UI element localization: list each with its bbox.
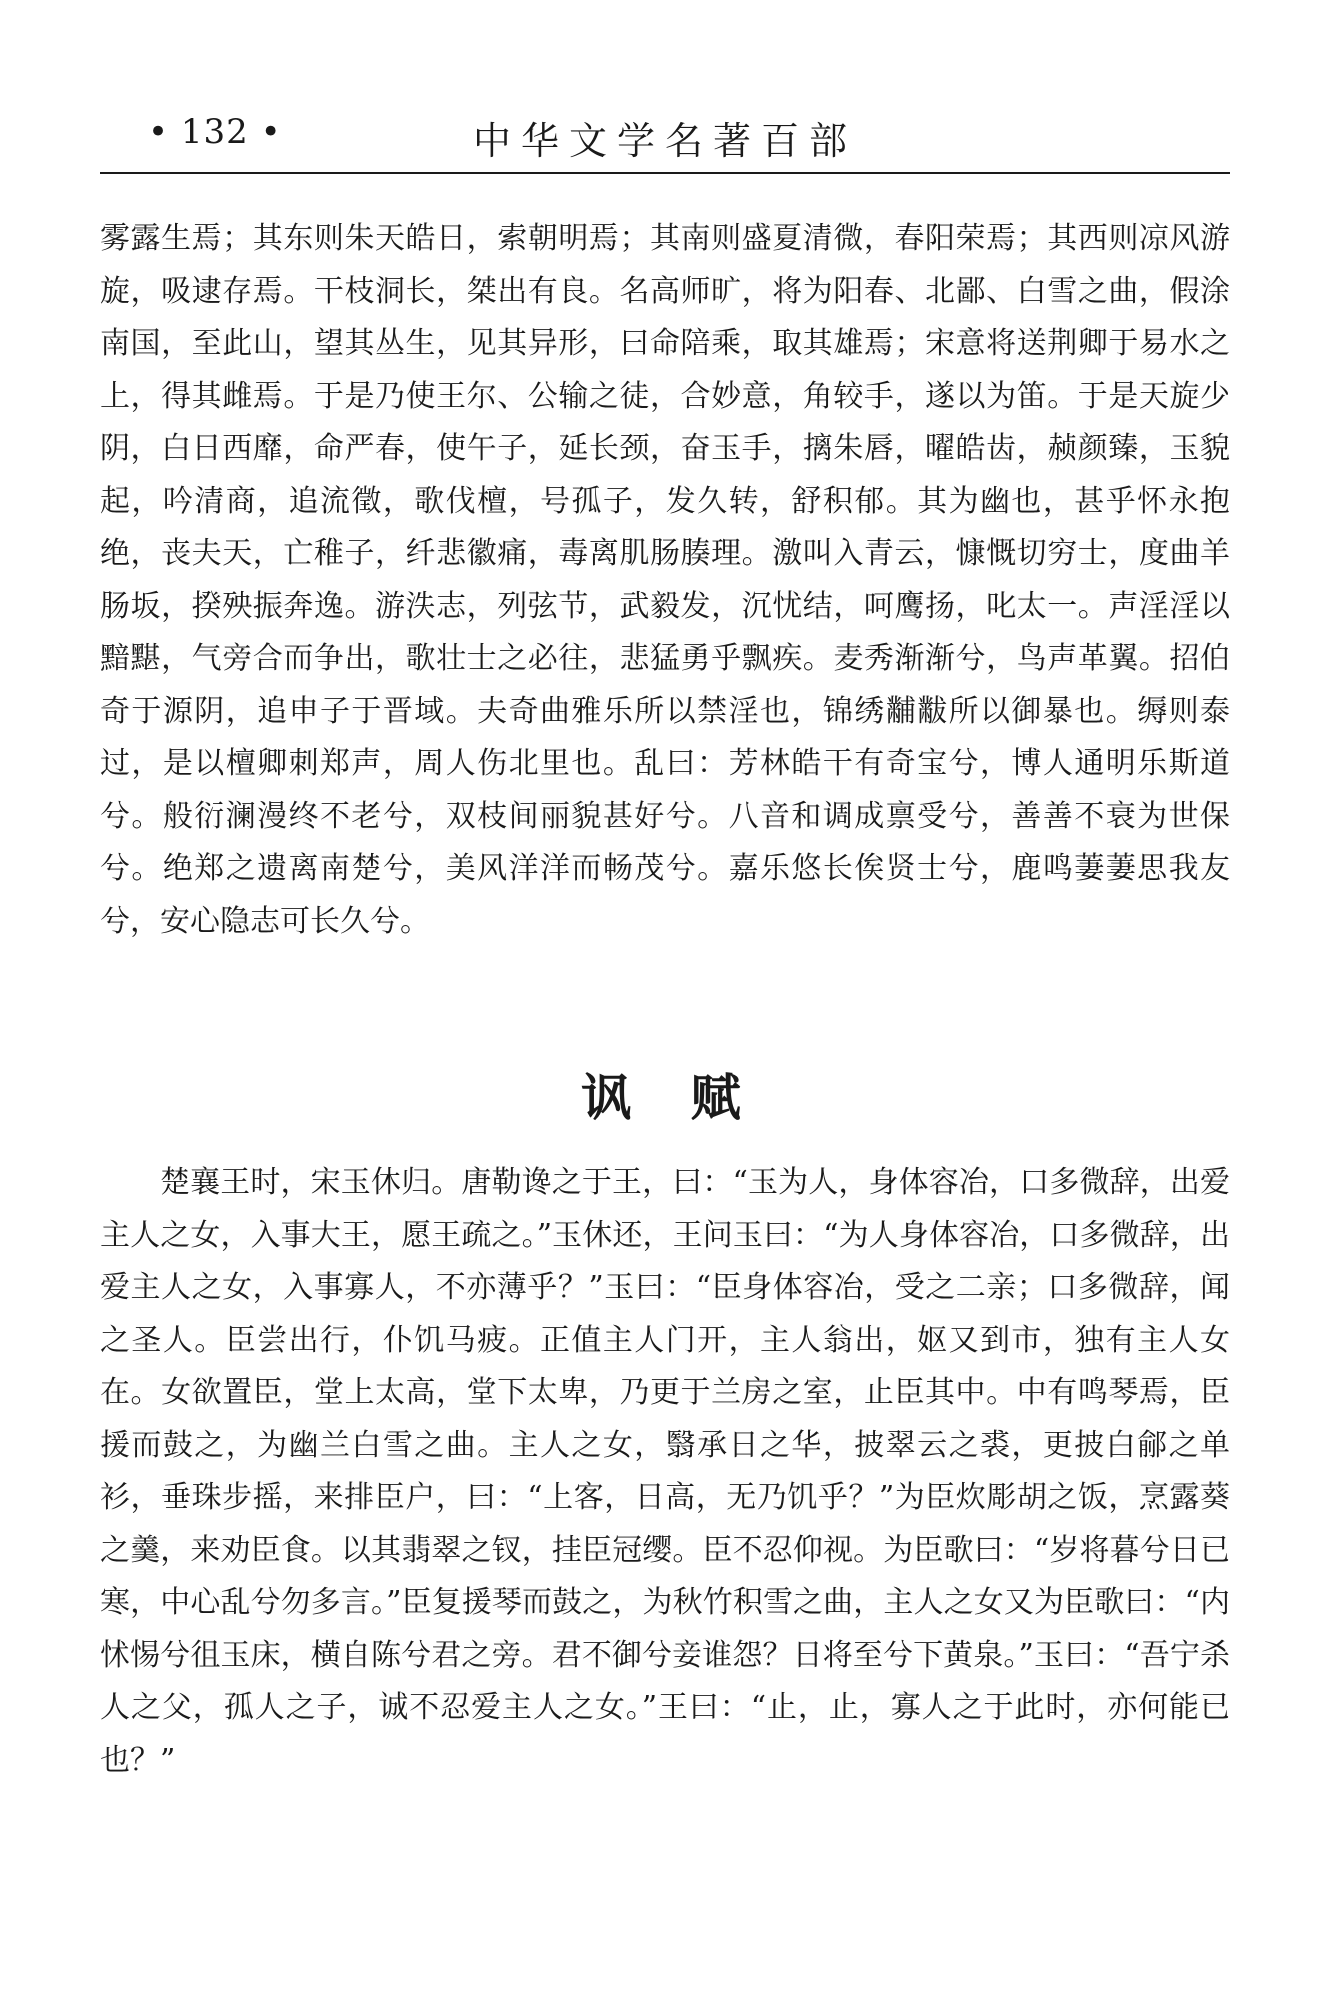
- body-text-continued: [100, 213, 1230, 948]
- paragraph: 雾露生焉；其东则朱天皓日，索朝明焉；其南则盛夏清微，春阳荣焉；其西则凉风游旋，吸逮存焉。干枝洞长，桀出有良。名高师旷，将为阳春、北鄙、白雪之曲，假涂南国，至此山，望其丛生，见其异形，曰命陪乘，取其雄焉；宋意将送荆卿于易水之上，得其雌焉。于是乃使王尔、公输之徒，合妙意，角较手，遂以为笛。于是天旋少阴，白日西靡，命严春，使午子，延长颈，奋玉手，摛朱唇，曜皓齿，赪颜臻，玉貌起，吟清商，追流徵，歌伐檀，号孤子，发久转，舒积郁。其为幽也，甚乎怀永抱绝，丧夫天，亡稚子，纤悲徽痛，毒离肌肠腠理。激叫入青云，慷慨切穷士，度曲羊肠坂，揆殃振奔逸。游泆志，列弦节，武毅发，沉忧结，呵鹰扬，叱太一。声淫淫以黯黮，气旁合而争出，歌壮士之必往，悲猛勇乎飘疾。麦秀渐渐兮，鸟声革翼。招伯奇于源阴，追申子于晋域。夫奇曲雅乐所以禁淫也，锦绣黼黻所以御暴也。缛则泰过，是以檀卿刺郑声，周人伤北里也。乱曰：芳林皓干有奇宝兮，博人通明乐斯道兮。般衍澜漫终不老兮，双枝间丽貌甚好兮。八音和调成禀受兮，善善不衰为世保兮。绝郑之遗离南楚兮，美风洋洋而畅茂兮。嘉乐悠长俟贤士兮，鹿鸣萋萋思我友兮，安心隐志可长久兮。: [100, 221, 1230, 939]
- running-title: 中华文学名著百部: [472, 119, 857, 163]
- page-number: • 132 •: [148, 112, 282, 152]
- paragraph: 楚襄王时，宋玉休归。唐勒谗之于王，曰：“玉为人，身体容冶，口多微辞，出爱主人之女，入事大王，愿王疏之。”玉休还，王问玉曰：“为人身体容冶，口多微辞，出爱主人之女，入事寡人，不亦薄乎？”玉曰：“臣身体容冶，受之二亲；口多微辞，闻之圣人。臣尝出行，仆饥马疲。正值主人门开，主人翁出，妪又到市，独有主人女在。女欲置臣，堂上太高，堂下太卑，乃更于兰房之室，止臣其中。中有鸣琴焉，臣援而鼓之，为幽兰白雪之曲。主人之女，翳承日之华，披翠云之裘，更披白鄃之单衫，垂珠步摇，来排臣户，曰：“上客，日高，无乃饥乎？”为臣炊彫胡之饭，烹露葵之羹，来劝臣食。以其翡翠之钗，挂臣冠缨。臣不忍仰视。为臣歌曰：“岁将暮兮日已寒，中心乱兮勿多言。”臣复援琴而鼓之，为秋竹积雪之曲，主人之女又为臣歌曰：“内怵惕兮徂玉床，横自陈兮君之旁。君不御兮妾谁怨？日将至兮下黄泉。”玉曰：“吾宁杀人之父，孤人之子，诚不忍爱主人之女。”王曰：“止，止，寡人之于此时，亦何能已也？”: [100, 1165, 1230, 1778]
- header-rule: [100, 172, 1230, 174]
- section-title: 讽 赋: [581, 1069, 743, 1127]
- page-header: [100, 108, 1230, 174]
- body-text-section: [100, 1157, 1230, 1787]
